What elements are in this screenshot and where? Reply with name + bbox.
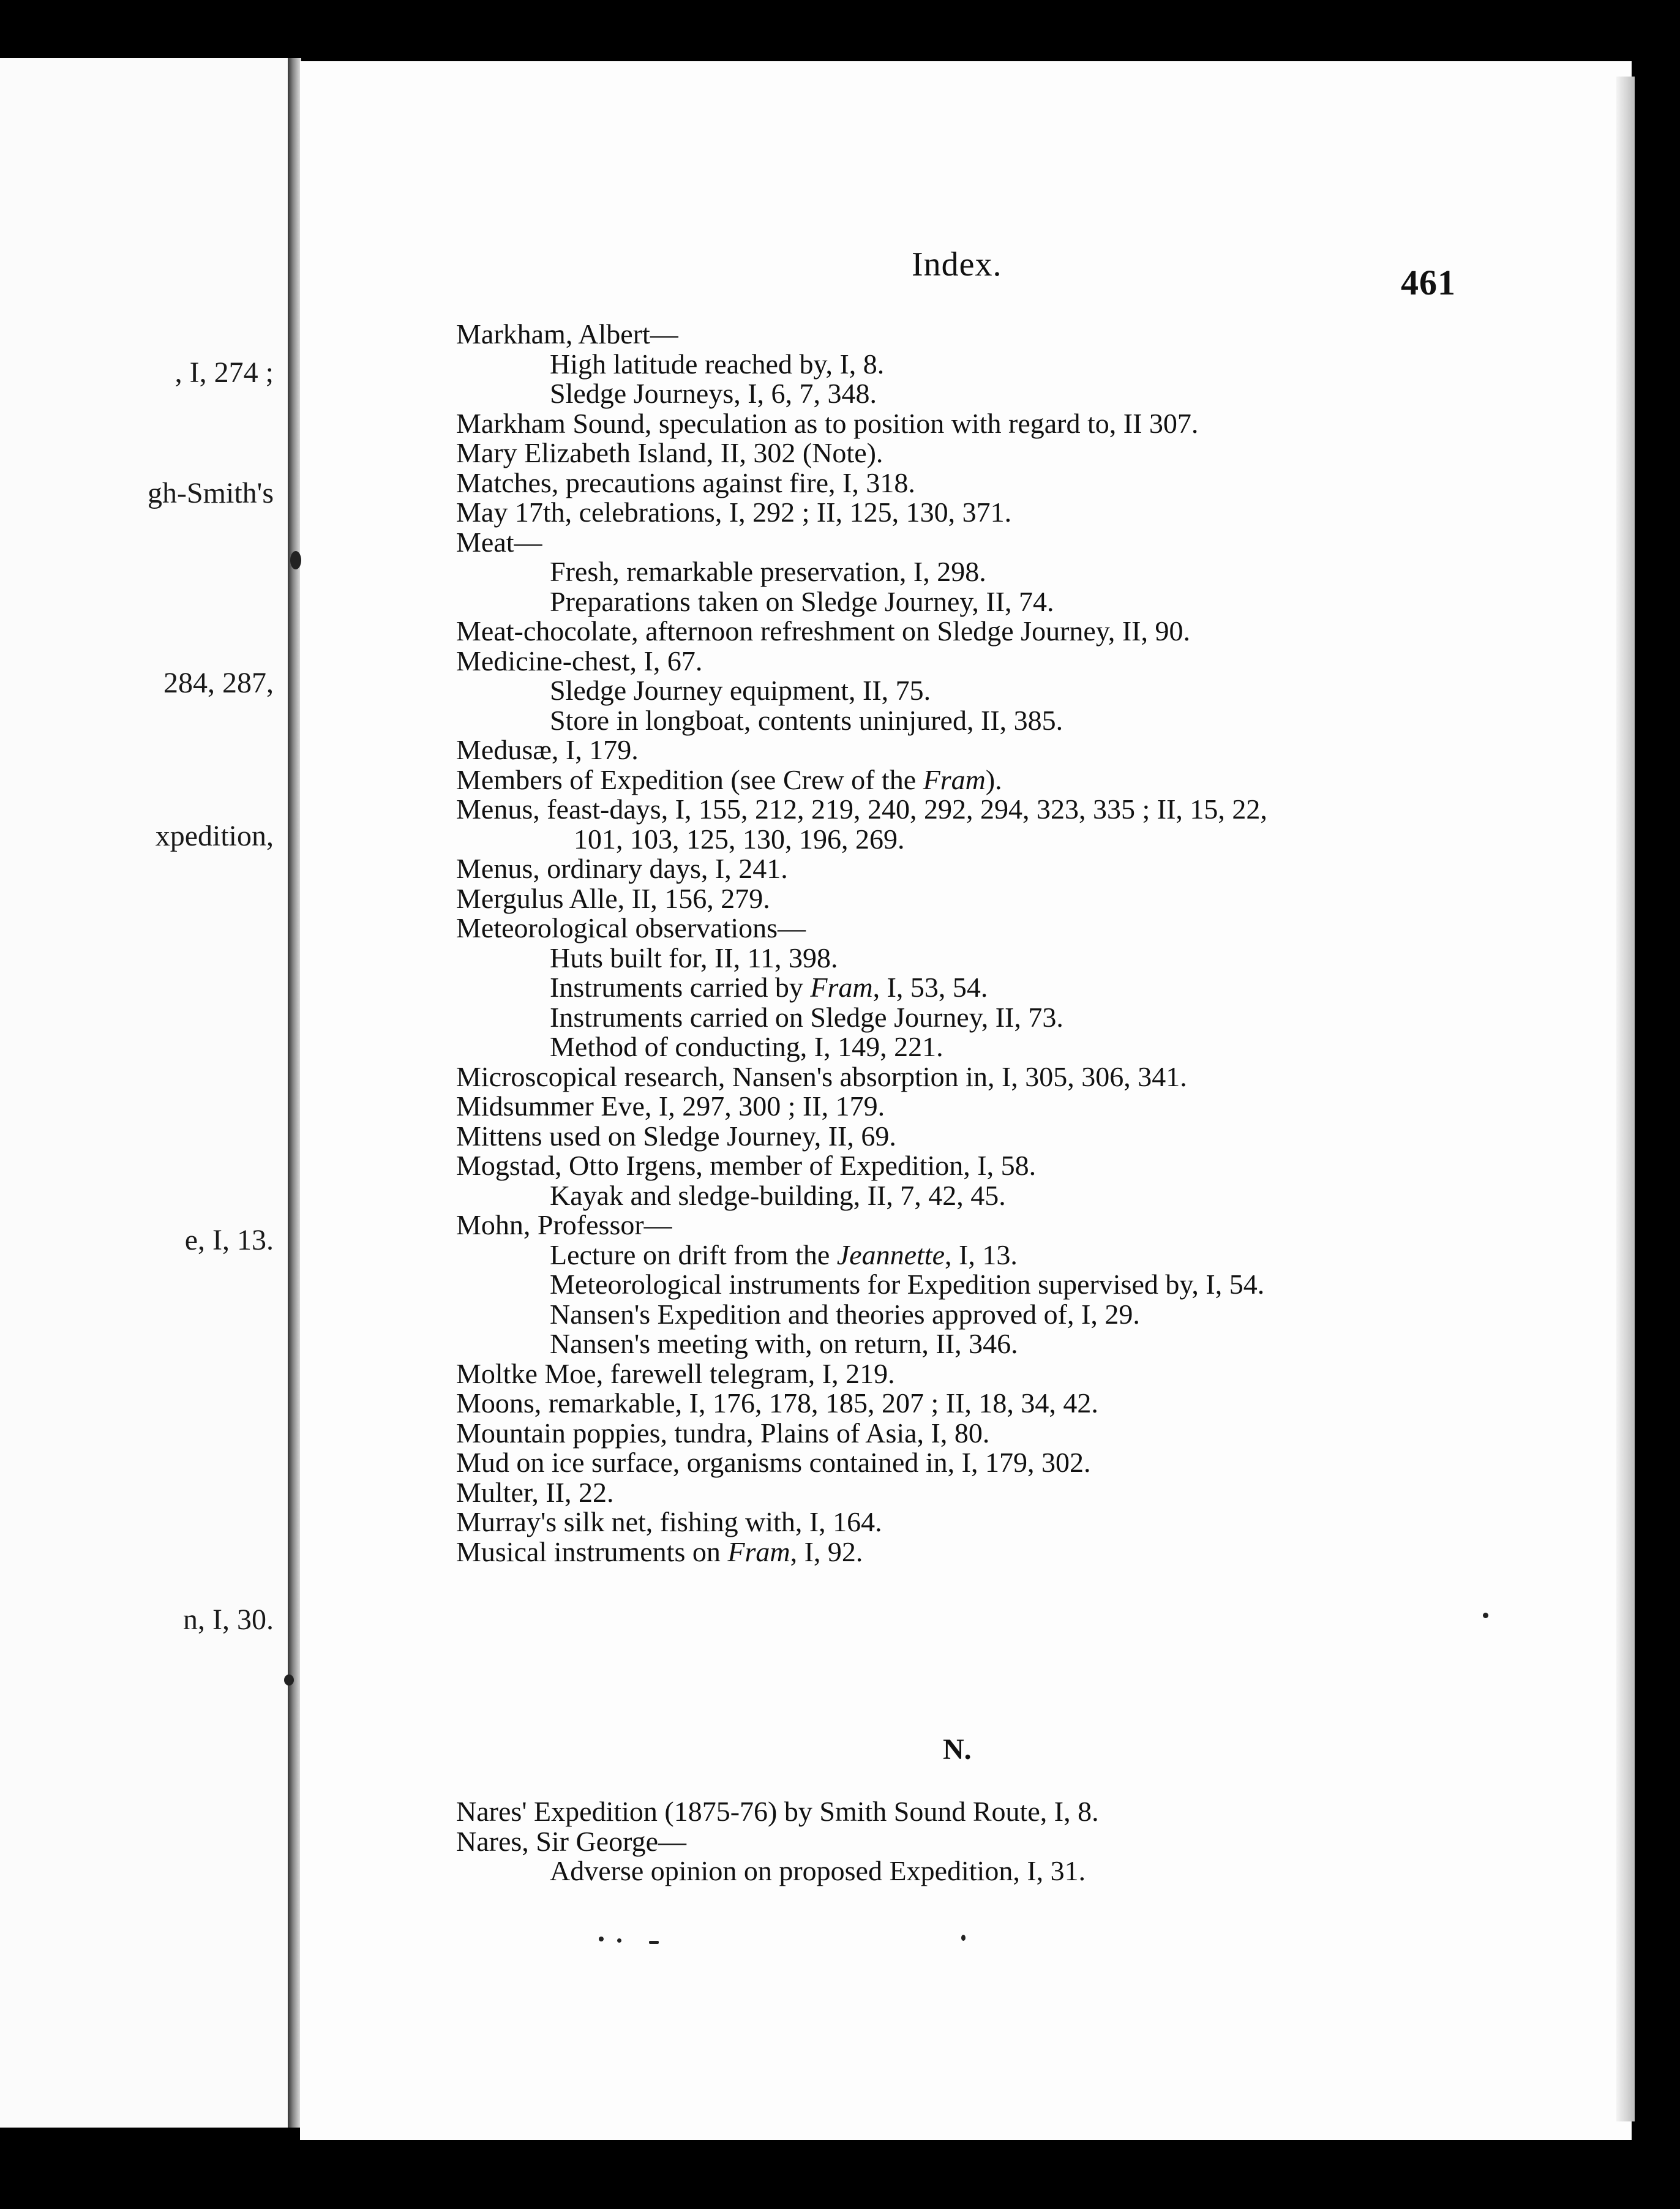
index-entry: [456, 795, 1497, 825]
index-entry-text: Nares, Sir George—: [456, 1825, 686, 1857]
index-entry-text: Mergulus Alle, II, 156, 279.: [456, 882, 770, 914]
index-entry-text: Members of Expedition (see Crew of the: [456, 763, 923, 795]
index-entry-text: Menus, feast-days, I, 155, 212, 219, 240, 292, 294, 323, 335 ; II, 15, 22,: [456, 793, 1267, 825]
index-entry-suffix: , I, 53, 54.: [872, 972, 988, 1003]
index-entry-text: Nansen's Expedition and theories approved of, I, 29.: [550, 1298, 1140, 1330]
index-entry-suffix: , I, 92.: [790, 1536, 863, 1567]
index-entry-text: Menus, ordinary days, I, 241.: [456, 853, 788, 884]
index-entry-text: Moons, remarkable, I, 176, 178, 185, 207 ; II, 18, 34, 42.: [456, 1387, 1098, 1419]
index-entry: [456, 379, 1497, 409]
index-entry: [456, 617, 1497, 647]
index-entries-n: [456, 1797, 1497, 1886]
index-entry: [456, 498, 1497, 528]
index-entry: [456, 1478, 1497, 1508]
index-entry: [456, 1003, 1497, 1033]
index-entry: [456, 468, 1497, 498]
ink-speck: [1483, 1613, 1488, 1618]
index-entry-text: Meat—: [456, 526, 542, 558]
index-entry: [456, 647, 1497, 677]
index-entry: [456, 884, 1497, 914]
left-page-fragment: , I, 274 ;: [174, 356, 274, 389]
index-entry-text: Sledge Journey equipment, II, 75.: [550, 675, 931, 706]
index-entry-text: Instruments carried on Sledge Journey, II, 73.: [550, 1001, 1063, 1033]
index-entry: [456, 1300, 1497, 1330]
index-entry-text: High latitude reached by, I, 8.: [550, 348, 885, 380]
index-entry: [456, 1210, 1497, 1240]
index-entry-text: Microscopical research, Nansen's absorption in, I, 305, 306, 341.: [456, 1060, 1187, 1092]
index-entry: [456, 1448, 1497, 1478]
index-entry: [456, 973, 1497, 1003]
index-entry: [456, 1270, 1497, 1300]
index-entry: [456, 1092, 1497, 1122]
index-entry: [456, 1797, 1497, 1827]
index-entry: [456, 676, 1497, 706]
left-page-fragment: e, I, 13.: [184, 1224, 274, 1256]
index-entry-text: Kayak and sledge-building, II, 7, 42, 45.: [550, 1179, 1006, 1211]
index-entry-text: Murray's silk net, fishing with, I, 164.: [456, 1506, 882, 1537]
ink-speck: [599, 1937, 604, 1941]
index-entry-text: Mogstad, Otto Irgens, member of Expedition, I, 58.: [456, 1150, 1037, 1181]
index-entry: [456, 765, 1497, 795]
index-entry-text: Markham Sound, speculation as to position with regard to, II 307.: [456, 407, 1199, 439]
index-entry: [456, 1856, 1497, 1886]
left-page-fragment: gh-Smith's: [147, 477, 274, 509]
page-number: 461: [1401, 263, 1456, 302]
index-entry: [456, 1507, 1497, 1537]
index-entry: [456, 1329, 1497, 1359]
index-entry-text: May 17th, celebrations, I, 292 ; II, 125, 130, 371.: [456, 497, 1012, 528]
index-entry: [456, 1151, 1497, 1181]
index-entry-text: Method of conducting, I, 149, 221.: [550, 1031, 943, 1062]
index-entry-text: Huts built for, II, 11, 398.: [550, 942, 838, 973]
index-entry-text: Sledge Journeys, I, 6, 7, 348.: [550, 378, 877, 409]
index-entry: [456, 1240, 1497, 1270]
book-spine: [288, 58, 301, 2128]
section-letter: N.: [943, 1733, 972, 1766]
index-entry-text: Matches, precautions against fire, I, 318.: [456, 467, 915, 498]
ink-speck: [649, 1941, 659, 1944]
left-page-fragment: n, I, 30.: [183, 1603, 274, 1636]
index-entry-text: Meat-chocolate, afternoon refreshment on Sledge Journey, II, 90.: [456, 615, 1190, 647]
index-entry: [456, 1827, 1497, 1857]
left-page: [0, 58, 291, 2128]
ink-speck: [617, 1938, 621, 1943]
index-entry-text: Midsummer Eve, I, 297, 300 ; II, 179.: [456, 1090, 885, 1122]
page-edge: [1616, 77, 1635, 2121]
index-entry-text: Nares' Expedition (1875-76) by Smith Sound Route, I, 8.: [456, 1796, 1099, 1827]
index-entry: [456, 320, 1497, 350]
binding-mark: [290, 551, 301, 569]
index-entry: [456, 854, 1497, 884]
index-entry: [456, 409, 1497, 439]
index-entry: [456, 1181, 1497, 1211]
italic-title: Fram: [727, 1536, 790, 1567]
binding-mark: [284, 1675, 294, 1686]
index-entry: [456, 557, 1497, 587]
index-entry-text: Nansen's meeting with, on return, II, 346.: [550, 1328, 1018, 1359]
index-entry-text: Mountain poppies, tundra, Plains of Asia, I, 80.: [456, 1417, 990, 1449]
index-entry-text: Mary Elizabeth Island, II, 302 (Note).: [456, 437, 883, 468]
index-entry-text: Instruments carried by: [550, 972, 811, 1003]
index-entry-text: Markham, Albert—: [456, 318, 678, 350]
index-entry: [456, 1062, 1497, 1092]
index-entry: [456, 350, 1497, 380]
index-entry: [456, 1122, 1497, 1152]
index-entry-suffix: ).: [985, 763, 1002, 795]
index-entry-suffix: , I, 13.: [945, 1239, 1018, 1270]
index-entry: [456, 1359, 1497, 1389]
index-entry: [456, 587, 1497, 617]
index-entry-text: Lecture on drift from the: [550, 1239, 837, 1270]
index-entry: [456, 528, 1497, 558]
index-entry-text: Meteorological instruments for Expedition supervised by, I, 54.: [550, 1269, 1265, 1300]
italic-title: Fram: [810, 972, 873, 1003]
left-page-fragment: 284, 287,: [163, 667, 274, 699]
index-entry-text: 101, 103, 125, 130, 196, 269.: [574, 823, 905, 855]
index-entry-text: Preparations taken on Sledge Journey, II, 74.: [550, 585, 1054, 617]
italic-title: Jeannette: [836, 1239, 945, 1270]
index-entry: [456, 438, 1497, 468]
italic-title: Fram: [923, 763, 986, 795]
index-entry-text: Meteorological observations—: [456, 912, 806, 943]
index-entry: [456, 913, 1497, 943]
running-head: Index.: [912, 246, 1002, 283]
index-entry-text: Medicine-chest, I, 67.: [456, 645, 703, 677]
index-entry-text: Adverse opinion on proposed Expedition, I, 31.: [550, 1855, 1086, 1886]
index-entry: [456, 825, 1497, 855]
index-entry: [456, 1419, 1497, 1449]
index-entry-text: Musical instruments on: [456, 1536, 728, 1567]
left-page-fragment: xpedition,: [155, 820, 274, 852]
index-entry-text: Mud on ice surface, organisms contained in, I, 179, 302.: [456, 1447, 1091, 1478]
index-entry-text: Multer, II, 22.: [456, 1476, 614, 1508]
index-entry: [456, 1389, 1497, 1419]
ink-speck: [961, 1935, 966, 1941]
index-entry-text: Mittens used on Sledge Journey, II, 69.: [456, 1120, 896, 1152]
index-entry: [456, 1032, 1497, 1062]
index-entry-text: Fresh, remarkable preservation, I, 298.: [550, 556, 986, 587]
index-entry-text: Moltke Moe, farewell telegram, I, 219.: [456, 1357, 895, 1389]
index-entry: [456, 735, 1497, 765]
index-entry-text: Medusæ, I, 179.: [456, 734, 639, 765]
index-entries-m: [456, 320, 1497, 1567]
index-entry: [456, 943, 1497, 973]
index-entry-text: Store in longboat, contents uninjured, II, 385.: [550, 704, 1063, 736]
index-entry: [456, 706, 1497, 736]
index-entry-text: Mohn, Professor—: [456, 1209, 672, 1240]
index-entry: [456, 1537, 1497, 1567]
